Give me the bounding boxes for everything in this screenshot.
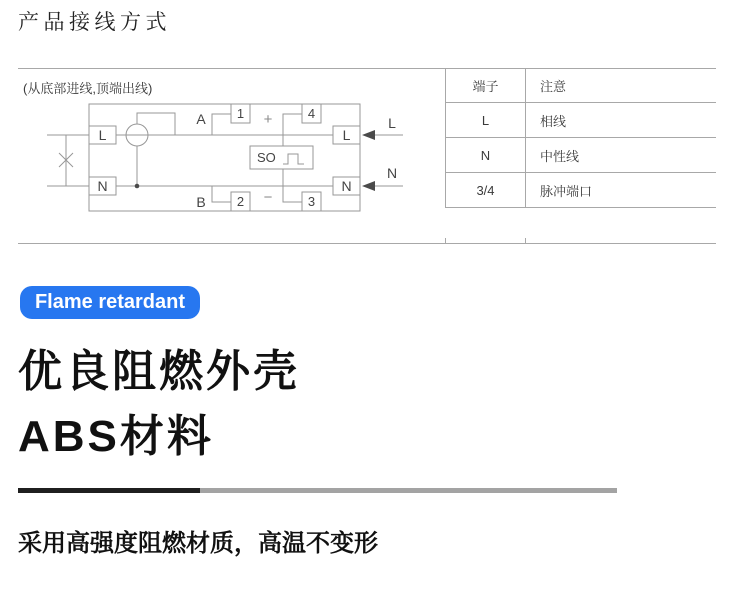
terminal-label-l-right: L [342, 127, 351, 143]
table-cell-terminal: N [446, 138, 526, 172]
port-label-4: 4 [307, 106, 316, 121]
badge-label: Flame retardant [34, 291, 186, 313]
diagram-note: (从底部进线,顶端出线) [23, 81, 153, 96]
n-arrow-icon [362, 181, 375, 191]
terminal-label-l-left: L [98, 127, 107, 143]
meter-body-outline [89, 104, 360, 211]
minus-sign: − [263, 189, 273, 206]
port1-wire [212, 114, 231, 135]
table-row [446, 173, 716, 208]
table-header-note: 注意 [540, 78, 567, 94]
phase-b-label: B [196, 194, 206, 210]
l-line-label: L [388, 115, 396, 131]
table-row [446, 138, 716, 173]
terminal-table [445, 68, 716, 208]
terminal-label-n-left: N [97, 178, 108, 194]
ct-loop-wire [137, 113, 175, 135]
section-description: 采用高强度阻燃材质，高温不变形 [18, 530, 378, 557]
port4-wire [283, 114, 302, 146]
flame-retardant-badge [20, 286, 200, 319]
heading-line2: ABS材料 [18, 412, 214, 461]
table-row [446, 103, 716, 138]
table-cell-note: 中性线 [540, 148, 580, 164]
table-cell-terminal: 3/4 [446, 173, 526, 207]
n-line-label: N [386, 165, 398, 181]
junction-dot [135, 184, 140, 189]
table-cell-terminal: L [446, 103, 526, 137]
port2-wire [212, 186, 231, 202]
plus-sign: + [263, 111, 273, 128]
phase-a-label: A [196, 111, 206, 127]
table-header-terminal: 端子 [446, 68, 526, 102]
wiring-diagram [20, 75, 420, 220]
heading-line1: 优良阻燃外壳 [18, 347, 300, 396]
l-arrow-icon [362, 130, 375, 140]
table-cell-note: 相线 [540, 113, 567, 129]
port-label-1: 1 [236, 106, 245, 121]
terminal-label-n-right: N [341, 178, 352, 194]
so-label: SO [257, 150, 276, 165]
accent-bar-dark-segment [18, 488, 200, 493]
pulse-wave-icon [283, 154, 304, 164]
section-heading [18, 339, 300, 469]
port-label-3: 3 [307, 194, 316, 209]
accent-bar-gray-segment [200, 488, 617, 493]
port-label-2: 2 [236, 194, 245, 209]
bottom-divider [18, 243, 716, 244]
accent-bar [18, 488, 617, 493]
table-cell-note: 脉冲端口 [540, 183, 593, 199]
table-header-row [446, 68, 716, 103]
page-title: 产品接线方式 [18, 11, 171, 34]
